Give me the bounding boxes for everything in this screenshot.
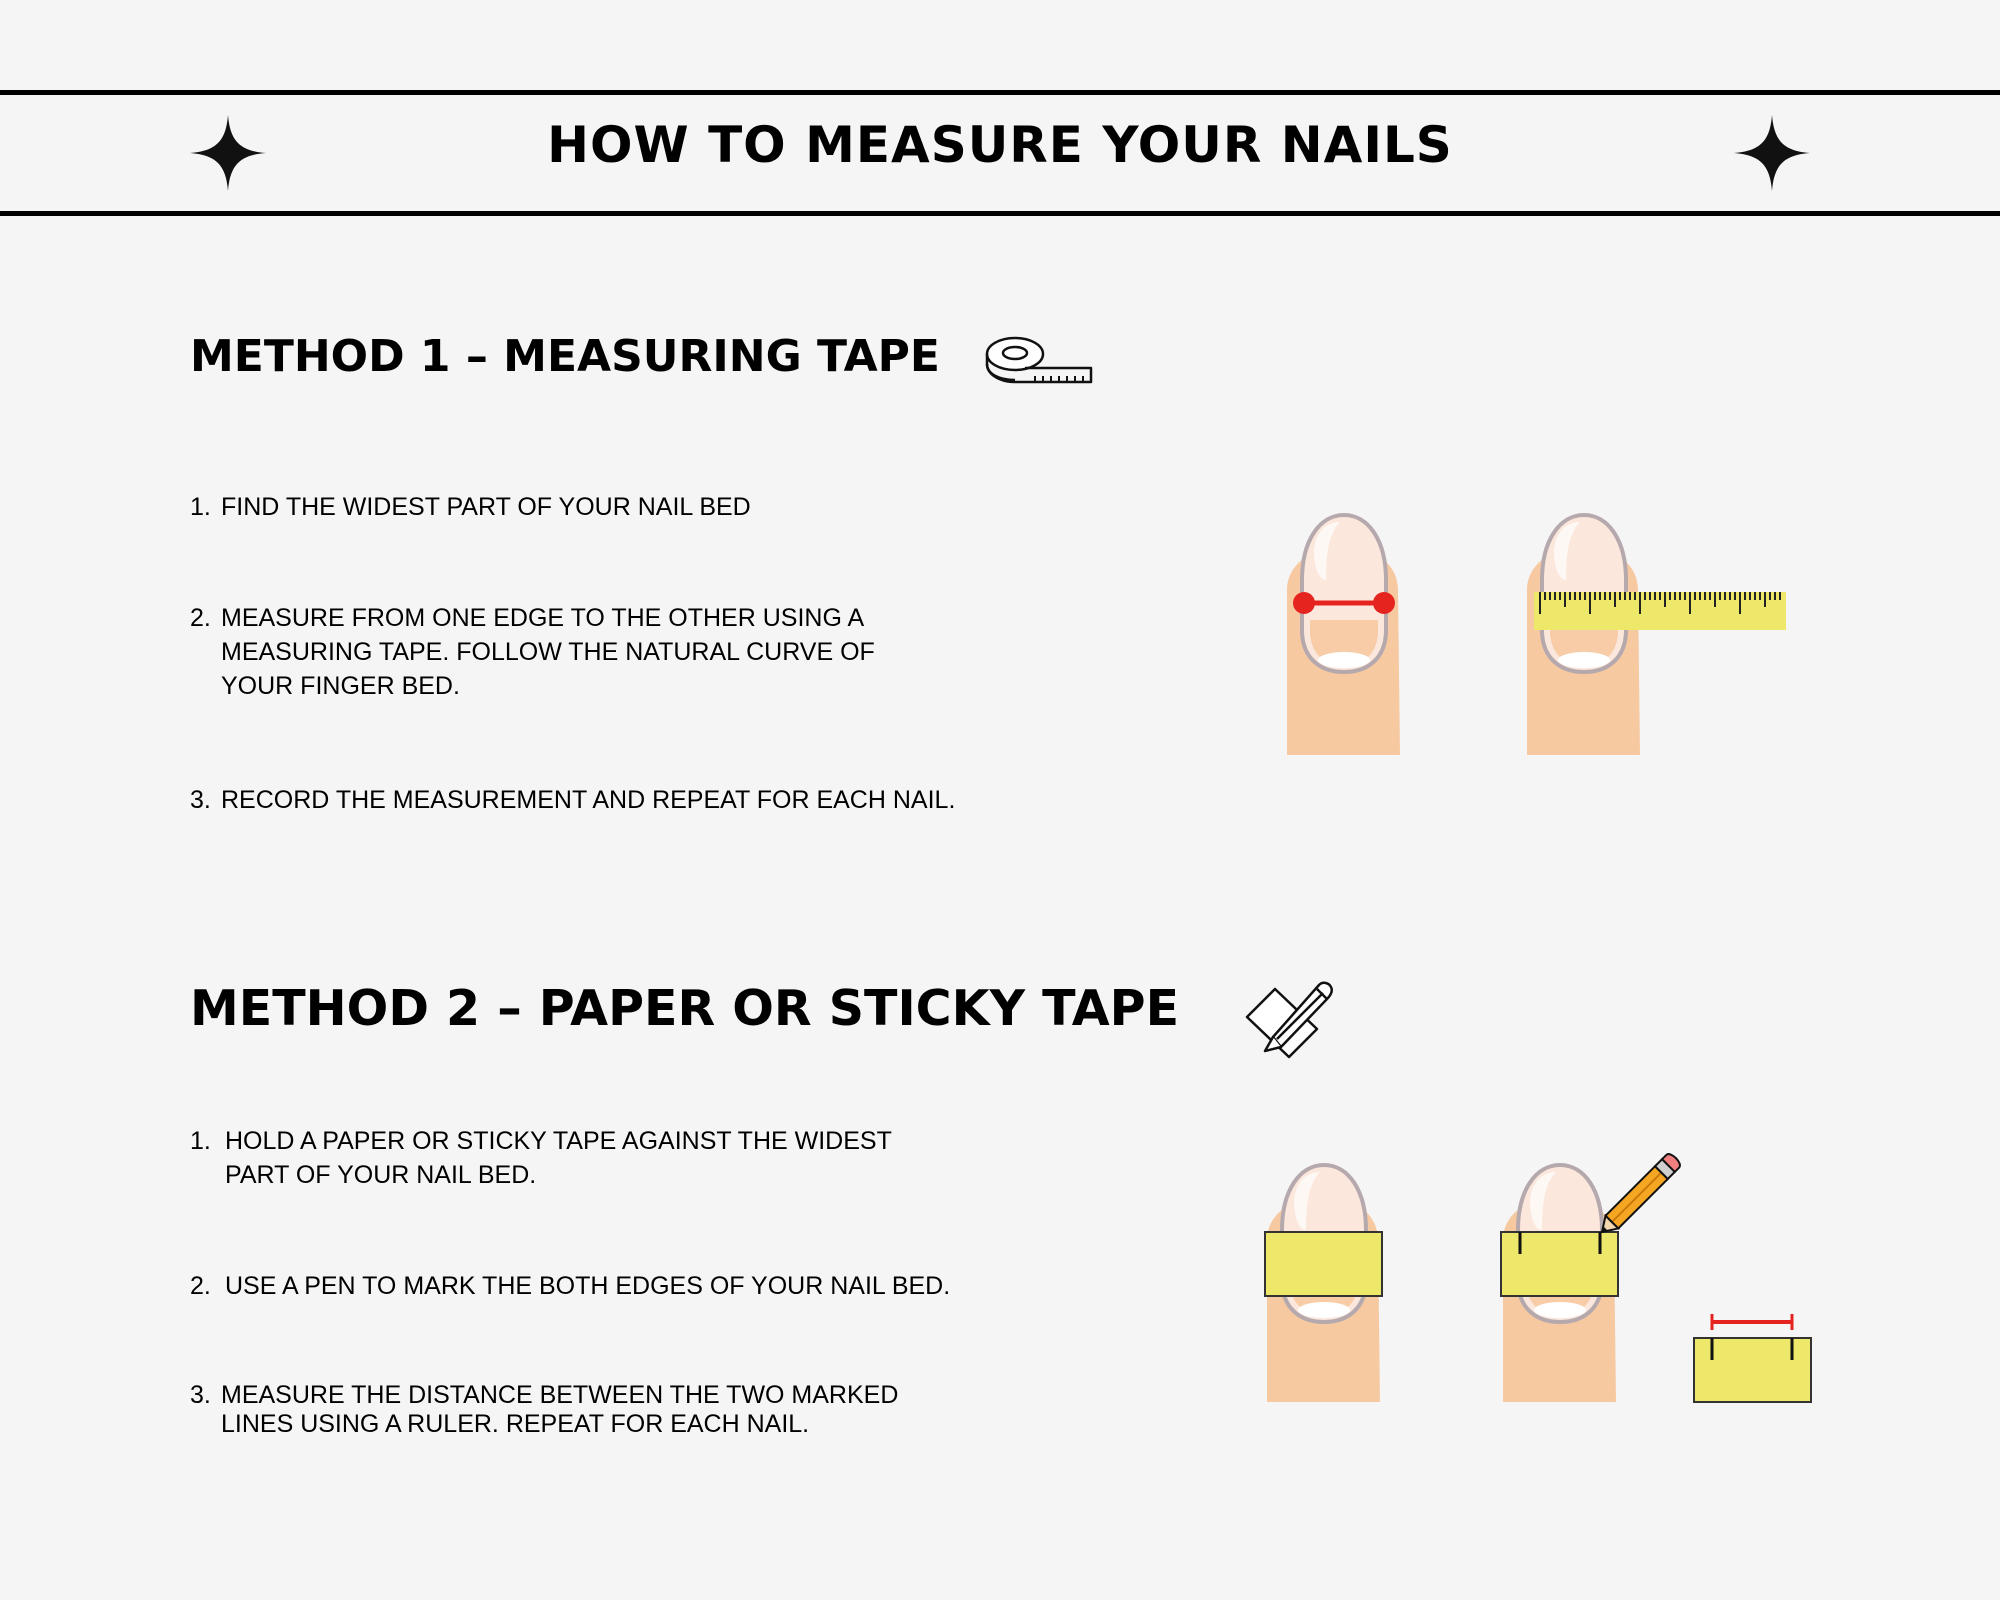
step-text: HOLD A PAPER OR STICKY TAPE AGAINST THE WIDEST [225,1127,892,1155]
step-number: 2. [190,1272,211,1300]
step-text: LINES USING A RULER. REPEAT FOR EACH NAIL. [221,1410,810,1438]
marked-tape-with-measure [1692,1312,1814,1407]
step-text: YOUR FINGER BED. [221,672,460,700]
method-1-step-3 [190,783,955,817]
method-1-heading: METHOD 1 – MEASURING TAPE [190,331,940,382]
banner-top-line [0,90,2000,95]
step-text: RECORD THE MEASUREMENT AND REPEAT FOR EACH NAIL. [221,786,956,814]
step-text: MEASURE FROM ONE EDGE TO THE OTHER USING A [221,604,865,632]
method-2-heading: METHOD 2 – PAPER OR STICKY TAPE [190,980,1180,1037]
finger-with-tape-and-pencil [1498,1150,1688,1405]
finger-with-ruler [1520,510,1790,760]
method-2-step-1 [190,1124,892,1192]
step-text: USE A PEN TO MARK THE BOTH EDGES OF YOUR NAIL BED. [225,1272,951,1300]
step-text: MEASURE THE DISTANCE BETWEEN THE TWO MARKED [221,1381,899,1409]
method-1-step-2 [190,601,875,703]
measuring-tape-icon [985,334,1095,386]
paper-and-pencil-icon [1245,975,1337,1061]
page-title: HOW TO MEASURE YOUR NAILS [547,116,1453,174]
step-text: PART OF YOUR NAIL BED. [225,1161,537,1189]
step-number: 2. [190,604,211,632]
banner-bottom-line [0,211,2000,216]
method-1-step-1 [190,490,751,524]
step-number: 1. [190,1127,211,1155]
step-number: 1. [190,493,211,521]
step-number: 3. [190,1381,211,1409]
method-2-step-3 [190,1381,898,1439]
finger-with-sticky-tape [1262,1160,1387,1405]
step-text: MEASURING TAPE. FOLLOW THE NATURAL CURVE OF [221,638,875,666]
step-number: 3. [190,786,211,814]
finger-with-red-measure-line [1280,510,1410,760]
step-text: FIND THE WIDEST PART OF YOUR NAIL BED [221,493,751,521]
method-2-step-2 [190,1269,950,1303]
